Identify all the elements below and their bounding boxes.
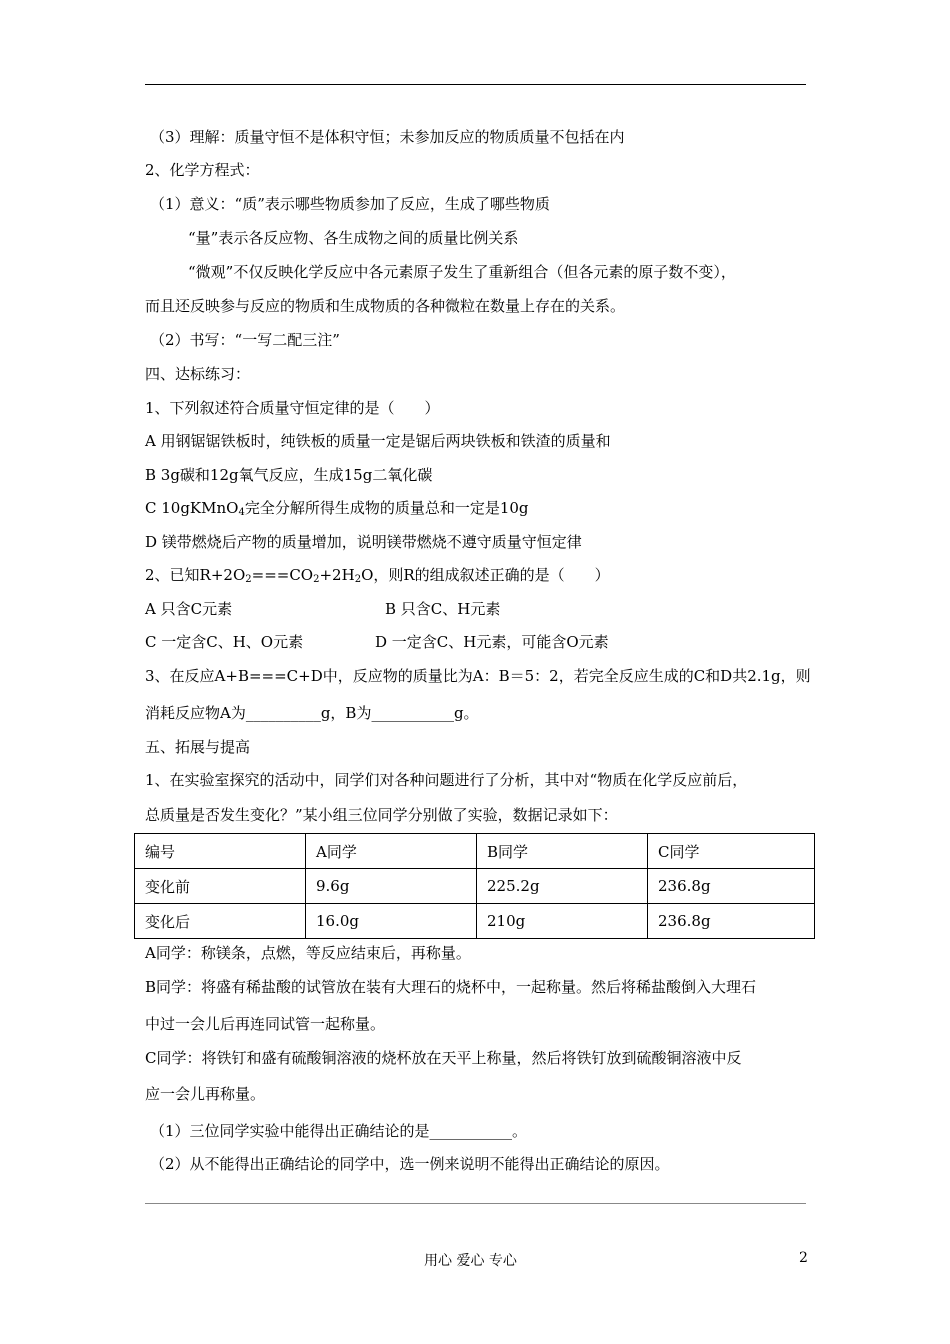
- text-line: 总质量是否发生变化？”某小组三位同学分别做了实验，数据记录如下：: [145, 806, 618, 824]
- page-number: 2: [799, 1250, 808, 1266]
- data-table: [134, 833, 815, 939]
- section-heading: 四、达标练习：: [145, 365, 251, 383]
- sub-question-2: （2）从不能得出正确结论的同学中，选一例来说明不能得出正确结论的原因。: [150, 1155, 670, 1173]
- table-cell: 236.8g: [648, 904, 815, 939]
- text-line: B同学：将盛有稀盐酸的试管放在装有大理石的烧杯中，一起称量。然后将稀盐酸倒入大理石: [145, 978, 757, 996]
- option-d: D 镁带燃烧后产物的质量增加，说明镁带燃烧不遵守质量守恒定律: [145, 533, 582, 551]
- text-line: 1、在实验室探究的活动中，同学们对各种问题进行了分析，其中对“物质在化学反应前后，: [145, 771, 748, 789]
- option-c: C 10gKMnO$_4$完全分解所得生成物的质量总和一定是10g: [145, 499, 529, 518]
- text-line: A同学：称镁条，点燃，等反应结束后，再称量。: [145, 944, 471, 962]
- question-3-blanks: 消耗反应物A为__________g，B为___________g。: [145, 704, 479, 722]
- option-c: C 一定含C、H、O元素: [145, 633, 304, 651]
- text-line: “量”表示各反应物、各生成物之间的质量比例关系: [188, 229, 519, 247]
- text-line: C同学：将铁钉和盛有硫酸铜溶液的烧杯放在天平上称量，然后将铁钉放到硫酸铜溶液中反: [145, 1049, 742, 1067]
- text-line: （3）理解：质量守恒不是体积守恒；未参加反应的物质质量不包括在内: [150, 128, 625, 146]
- text-line: （1）意义：“质”表示哪些物质参加了反应，生成了哪些物质: [150, 195, 550, 213]
- table-cell: 16.0g: [306, 904, 477, 939]
- sub-question-1: （1）三位同学实验中能得出正确结论的是___________。: [150, 1122, 528, 1140]
- section-heading: 2、化学方程式：: [145, 161, 260, 179]
- footer-rule: [145, 1203, 806, 1204]
- section-heading: 五、拓展与提高: [145, 738, 251, 756]
- table-header-cell: B同学: [477, 834, 648, 869]
- text-line: 中过一会儿后再连同试管一起称量。: [145, 1015, 386, 1033]
- table-cell: 225.2g: [477, 869, 648, 904]
- option-b: B 只含C、H元素: [385, 600, 501, 618]
- text-line: 而且还反映参与反应的物质和生成物质的各种微粒在数量上存在的关系。: [145, 297, 626, 315]
- question-3: 3、在反应A+B===C+D中，反应物的质量比为A：B＝5：2，若完全反应生成的C和D共2.1g，则: [145, 667, 811, 685]
- table-header-row: [135, 834, 815, 869]
- option-a: A 用钢锯锯铁板时，纯铁板的质量一定是锯后两块铁板和铁渣的质量和: [145, 432, 611, 450]
- table-header-cell: C同学: [648, 834, 815, 869]
- table-cell: 236.8g: [648, 869, 815, 904]
- option-d: D 一定含C、H元素，可能含O元素: [375, 633, 609, 651]
- table-header-cell: A同学: [306, 834, 477, 869]
- question-1: 1、下列叙述符合质量守恒定律的是（ ）: [145, 399, 440, 417]
- table-cell: 9.6g: [306, 869, 477, 904]
- table-row: [135, 904, 815, 939]
- text-line: 应一会儿再称量。: [145, 1085, 266, 1103]
- table-cell: 210g: [477, 904, 648, 939]
- table-cell: 变化后: [135, 904, 306, 939]
- text-line: （2）书写：“一写二配三注”: [150, 331, 340, 349]
- question-2: 2、已知$R+2O_2===CO_2+2H_2O$，则R的组成叙述正确的是（ ）: [145, 566, 610, 585]
- table-row: [135, 869, 815, 904]
- option-a: A 只含C元素: [145, 600, 233, 618]
- text-line: “微观”不仅反映化学反应中各元素原子发生了重新组合（但各元素的原子数不变），: [188, 263, 736, 281]
- table-header-cell: 编号: [135, 834, 306, 869]
- option-b: B 3g碳和12g氧气反应，生成15g二氧化碳: [145, 466, 433, 484]
- table-cell: 变化前: [135, 869, 306, 904]
- footer-motto: 用心 爱心 专心: [424, 1253, 517, 1269]
- header-rule: [145, 84, 806, 85]
